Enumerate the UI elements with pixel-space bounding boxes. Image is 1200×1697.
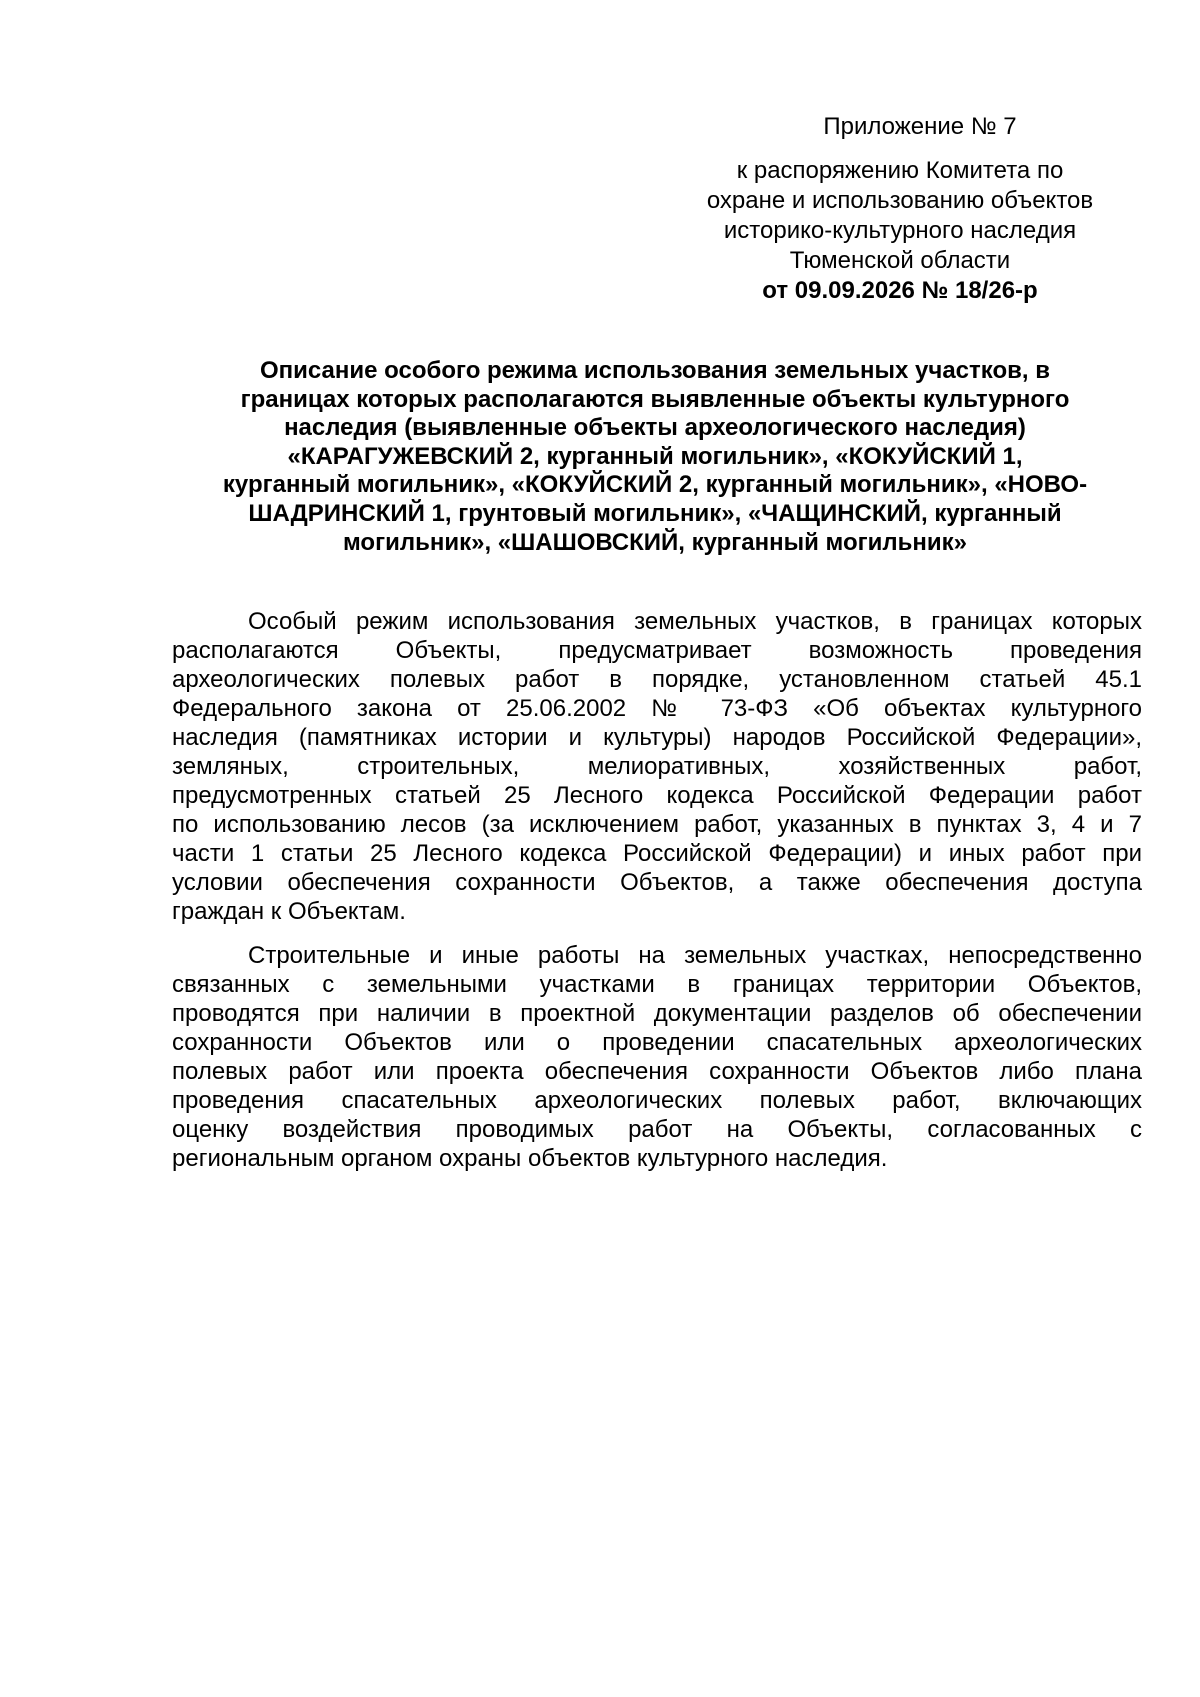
- paragraph-1: [172, 607, 1142, 926]
- heading-line: курганный могильник», «КОКУЙСКИЙ 2, курганный могильник», «НОВО-: [222, 471, 1088, 499]
- appendix-line: Тюменской области: [789, 247, 1011, 274]
- paragraph-line: предусмотренных статьей 25 Лесного кодекса Российской Федерации работ: [172, 782, 1142, 809]
- paragraph-line: наследия (памятниках истории и культуры) народов Российской Федерации»,: [172, 724, 1142, 751]
- paragraph-line: региональным органом охраны объектов культурного наследия.: [172, 1145, 888, 1172]
- appendix-block: [660, 112, 1140, 306]
- paragraph-line: оценку воздействия проводимых работ на Объекты, согласованных с: [172, 1116, 1142, 1143]
- appendix-line: к распоряжению Комитета по: [736, 157, 1064, 184]
- paragraph-line: проведения спасательных археологических полевых работ, включающих: [172, 1087, 1142, 1114]
- heading-line: Описание особого режима использования земельных участков, в: [260, 357, 1050, 384]
- paragraph-line: земляных, строительных, мелиоративных, хозяйственных работ,: [172, 753, 1142, 780]
- heading-line: «КАРАГУЖЕВСКИЙ 2, курганный могильник», «КОКУЙСКИЙ 1,: [287, 442, 1023, 470]
- paragraph-line: проводятся при наличии в проектной документации разделов об обеспечении: [172, 1000, 1142, 1027]
- document-heading: [170, 357, 1140, 557]
- heading-line: могильник», «ШАШОВСКИЙ, курганный могильник»: [342, 528, 968, 556]
- paragraph-line: связанных с земельными участками в границах территории Объектов,: [172, 971, 1142, 998]
- heading-line: наследия (выявленные объекты археологического наследия): [284, 414, 1026, 442]
- paragraph-line: Федерального закона от 25.06.2002 № 73-ФЗ «Об объектах культурного: [172, 695, 1142, 722]
- paragraph-line: располагаются Объекты, предусматривает возможность проведения: [172, 637, 1142, 664]
- paragraph-line: полевых работ или проекта обеспечения сохранности Объектов либо плана: [172, 1058, 1142, 1085]
- appendix-date-number: от 09.09.2026 № 18/26-р: [762, 277, 1038, 304]
- appendix-line: историко-культурного наследия: [723, 217, 1077, 244]
- paragraph-line: граждан к Объектам.: [172, 898, 406, 925]
- paragraph-line: Строительные и иные работы на земельных участках, непосредственно: [248, 942, 1142, 969]
- appendix-title: Приложение № 7: [823, 113, 1017, 140]
- paragraph-line: условии обеспечения сохранности Объектов, а также обеспечения доступа: [172, 869, 1142, 896]
- paragraph-line: Особый режим использования земельных участков, в границах которых: [248, 608, 1142, 635]
- paragraph-line: сохранности Объектов или о проведении спасательных археологических: [172, 1029, 1142, 1056]
- heading-line: границах которых располагаются выявленные объекты культурного: [240, 385, 1070, 413]
- heading-line: ШАДРИНСКИЙ 1, грунтовый могильник», «ЧАЩИНСКИЙ, курганный: [248, 499, 1062, 527]
- paragraph-line: археологических полевых работ в порядке, установленном статьей 45.1: [172, 666, 1142, 693]
- paragraph-2: [172, 941, 1142, 1173]
- paragraph-line: по использованию лесов (за исключением работ, указанных в пунктах 3, 4 и 7: [172, 811, 1142, 838]
- paragraph-line: части 1 статьи 25 Лесного кодекса Российской Федерации) и иных работ при: [172, 840, 1142, 867]
- document-body: [172, 607, 1142, 1173]
- appendix-line: охране и использованию объектов: [706, 187, 1094, 214]
